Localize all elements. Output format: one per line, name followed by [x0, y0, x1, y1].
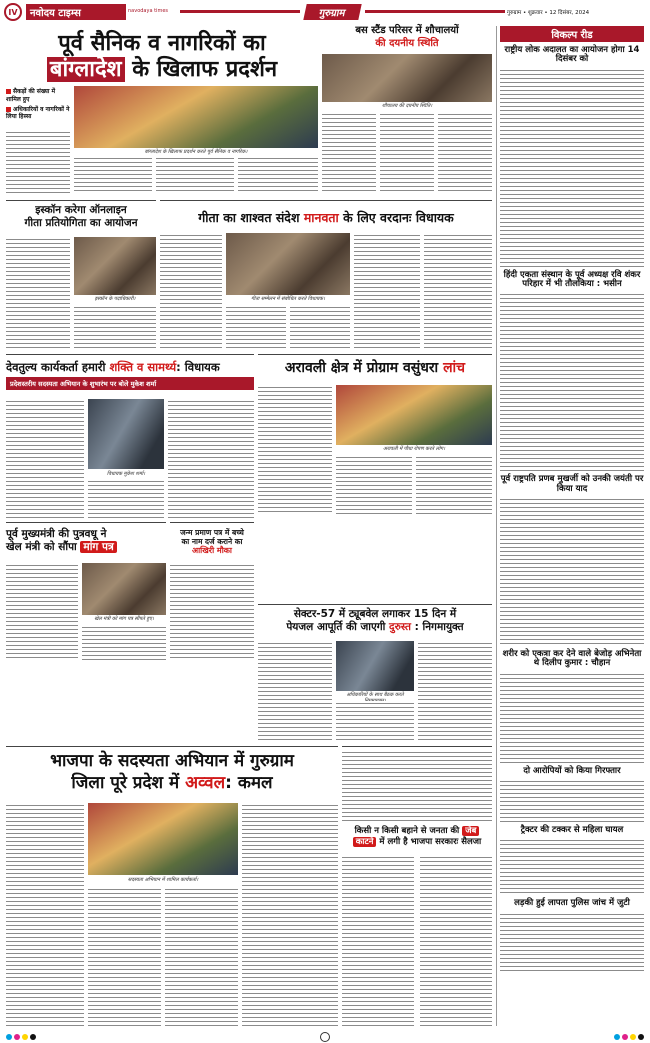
sector-caption: अधिकारियों के साथ बैठक करते — [346, 692, 404, 698]
gita-body-col-3 — [290, 305, 350, 349]
lead-bullet-1: सैकड़ों की संख्या में शामिल हुए — [6, 88, 56, 103]
aravali-body-col-2 — [336, 455, 412, 515]
magenta-dot-icon — [14, 1034, 20, 1040]
lead-body-col-1 — [6, 130, 70, 194]
footer-registration — [0, 1030, 650, 1043]
khel-body-col-1 — [6, 563, 78, 661]
bjp-body-col-3 — [165, 887, 238, 1027]
khel-headline-2: खेल मंत्री को सौंपा मांग पत्र — [6, 542, 166, 553]
devtulya-caption: विधायक मुकेश शर्मा। — [106, 471, 146, 477]
side-h3: पूर्व राष्ट्रपति प्रणब मुखर्जी को उनकी जयंती पर किया याद — [500, 474, 644, 494]
gita-body-col-1 — [160, 233, 222, 349]
section-tag: गुरुग्राम — [303, 4, 361, 20]
lead-body-col-2 — [74, 156, 152, 194]
lead-body-col-4 — [238, 156, 318, 194]
lead-headline-highlight: बांग्लादेश — [47, 57, 125, 82]
side-body-6 — [500, 838, 644, 896]
side-h5: दो आरोपियों को किया गिरफ्तार — [523, 765, 621, 776]
date-line: गुरुग्राम • शुक्रवार • 12 दिसंबर, 2024 — [507, 10, 590, 16]
khel-body-col-2 — [82, 625, 166, 661]
lead-photo — [74, 86, 318, 148]
bjp-body-col-2 — [88, 887, 161, 1027]
devtulya-strap: प्रदेशस्तरीय सदस्यता अभियान के शुभारंभ पर बोले मुकेश शर्मा — [6, 377, 254, 390]
side-column — [496, 26, 644, 1026]
sector-body-col-2 — [336, 701, 414, 741]
side-h4: शरीर को एकत्रा कर देने वाले बेजोड़ अभिनेता थे दिलीप कुमार : चौहान — [502, 649, 642, 669]
janm-headline-1: जन्म प्रमाण पत्र में बच्चे — [180, 528, 244, 537]
khel-photo — [82, 563, 166, 615]
magenta-dot-icon — [622, 1034, 628, 1040]
lead-caption: बांग्लादेश के खिलाफ प्रदर्शन करते पूर्व सैनिक व नागरिक। — [144, 149, 248, 155]
side-h6: ट्रैक्टर की टक्कर से महिला घायल — [520, 825, 624, 836]
devtulya-body-col-3 — [168, 399, 254, 519]
janm-headline-3: आखिरी मौका — [192, 545, 232, 555]
devtulya-photo — [88, 399, 164, 469]
aravali-headline: अरावली क्षेत्र में प्रोग्राम वसुंधरा लांच — [284, 360, 466, 376]
bjp-headline-2: जिला पूरे प्रदेश में अव्वल: कमल — [71, 772, 273, 793]
gita-photo — [226, 233, 350, 295]
gita-headline: गीता का शाश्वत संदेश मानवता के लिए वरदानः विधायक — [198, 210, 454, 225]
masthead — [0, 0, 650, 24]
janm-story — [170, 522, 254, 662]
gita-body-col-2 — [226, 305, 286, 349]
header-rule-left — [180, 10, 300, 13]
side-h7: लड़की हुई लापता पुलिस जांच में जुटी — [514, 898, 630, 909]
janm-headline-2: का नाम दर्ज कराने का — [181, 536, 243, 546]
toilet-body-col-1 — [322, 112, 376, 194]
khel-story — [6, 522, 166, 662]
paper-name: नवोदय टाइम्स — [26, 4, 126, 20]
aravali-body-col-3 — [416, 455, 492, 515]
side-body-2 — [500, 292, 644, 472]
gita-story — [160, 200, 492, 350]
lead-headline-rest: के खिलाफ प्रदर्शन — [124, 57, 278, 83]
side-body-4 — [500, 672, 644, 764]
sector-body-col-1 — [258, 641, 332, 741]
toilet-headline-1: बस स्टैंड परिसर में शौचालयों — [355, 25, 459, 36]
aravali-body-col-1 — [258, 385, 332, 515]
khel-caption: खेल मंत्री को मांग पत्र सौंपते हुए। — [94, 616, 154, 622]
bjp-story — [6, 746, 338, 1028]
cyan-dot-icon — [6, 1034, 12, 1040]
iskcon-photo — [74, 237, 156, 295]
bjp-headline-1: भाजपा के सदस्यता अभियान में गुरुग्राम — [50, 751, 294, 771]
devtulya-headline: देवतुल्य कार्यकर्ता हमारी शक्ति व सामर्थ्य: विधायक — [6, 360, 220, 374]
lead-headline-2 — [6, 58, 318, 81]
lead-bullet-2: अधिकारियों व नागरिकों ने लिया हिस्सा — [6, 105, 70, 121]
iskcon-body-col-2 — [74, 305, 156, 349]
bullet-icon — [6, 107, 11, 112]
iskcon-caption: इस्कॉन के पदाधिकारी। — [94, 296, 136, 302]
toilet-caption: शौचालय की दयनीय स्थिति। — [381, 103, 433, 109]
iskcon-body-col-1 — [6, 237, 70, 349]
page-number: IV — [4, 3, 22, 21]
sector-headline-2: पेयजल आपूर्ति की जाएगी दुरुस्त : निगमायुक्त — [286, 621, 464, 634]
cyan-dot-icon — [614, 1034, 620, 1040]
toilet-photo — [322, 54, 492, 102]
sector-body-col-3 — [418, 641, 492, 741]
iskcon-story — [6, 200, 156, 350]
bullet-icon — [6, 89, 11, 94]
lead-headline-1: पूर्व सैनिक व नागरिकों का — [58, 31, 266, 56]
gita-body-col-5 — [424, 233, 492, 349]
jeb-body-col-1 — [342, 855, 414, 1027]
side-body-3 — [500, 497, 644, 647]
toilet-headline-2: की दयनीय स्थिति — [375, 37, 439, 49]
side-h1: राष्ट्रीय लोक अदालत का आयोजन होगा 14 दिसंबर को — [504, 45, 640, 65]
bjp-continued-body — [342, 750, 492, 822]
devtulya-body-col-2 — [88, 479, 164, 519]
toilet-body-col-2 — [380, 112, 434, 194]
lead-body-col-3 — [156, 156, 234, 194]
janm-body — [170, 563, 254, 661]
gita-body-col-4 — [354, 233, 420, 349]
aravali-story — [258, 354, 492, 604]
gita-caption: गीता सम्मेलन में संबोधित करते विधायक। — [251, 296, 325, 302]
sector-story — [258, 604, 492, 742]
iskcon-headline-1: इस्कॉन करेगा ऑनलाइन — [35, 204, 127, 216]
registration-mark-icon — [320, 1032, 330, 1042]
sector-photo — [336, 641, 414, 691]
color-dots-left — [6, 1034, 36, 1040]
lead-bullets — [6, 88, 70, 121]
side-body-1 — [500, 68, 644, 268]
lead-story — [6, 26, 318, 196]
aravali-caption: अरावली में पौधा रोपण करते लोग। — [383, 446, 445, 452]
jeb-headline-1: किसी न किसी बहाने से जनता की जेब — [342, 827, 492, 836]
toilet-story — [322, 26, 492, 196]
sector-headline-1: सेक्टर-57 में ट्यूबवेल लगाकर 15 दिन में — [293, 608, 457, 620]
yellow-dot-icon — [22, 1034, 28, 1040]
black-dot-icon — [30, 1034, 36, 1040]
side-body-7 — [500, 912, 644, 972]
paper-sub: navodaya times — [128, 8, 169, 14]
toilet-body-col-3 — [438, 112, 492, 194]
aravali-photo — [336, 385, 492, 445]
side-body-5 — [500, 779, 644, 823]
bjp-body-col-4 — [242, 803, 338, 1027]
side-title: विकल्प रीड — [500, 26, 644, 42]
bjp-photo — [88, 803, 238, 875]
bjp-caption: सदस्यता अभियान में शामिल कार्यकर्ता। — [127, 877, 199, 883]
yellow-dot-icon — [630, 1034, 636, 1040]
khel-headline-1: पूर्व मुख्यमंत्री की पुत्रवधू ने — [6, 528, 107, 540]
jeb-headline-2: काटने में लगी है भाजपा सरकारः सैलजा — [342, 838, 492, 847]
iskcon-headline-2: गीता प्रतियोगिता का आयोजन — [24, 217, 138, 230]
black-dot-icon — [638, 1034, 644, 1040]
bjp-body-col-1 — [6, 803, 84, 1027]
side-h2: हिंदी एकता संस्थान के पूर्व अध्यक्ष रवि शंकर परिहार में भी तौलकिया : भसीन — [503, 269, 641, 290]
color-dots-right — [614, 1034, 644, 1040]
devtulya-body-col-1 — [6, 399, 84, 519]
jeb-body-col-2 — [420, 855, 492, 1027]
